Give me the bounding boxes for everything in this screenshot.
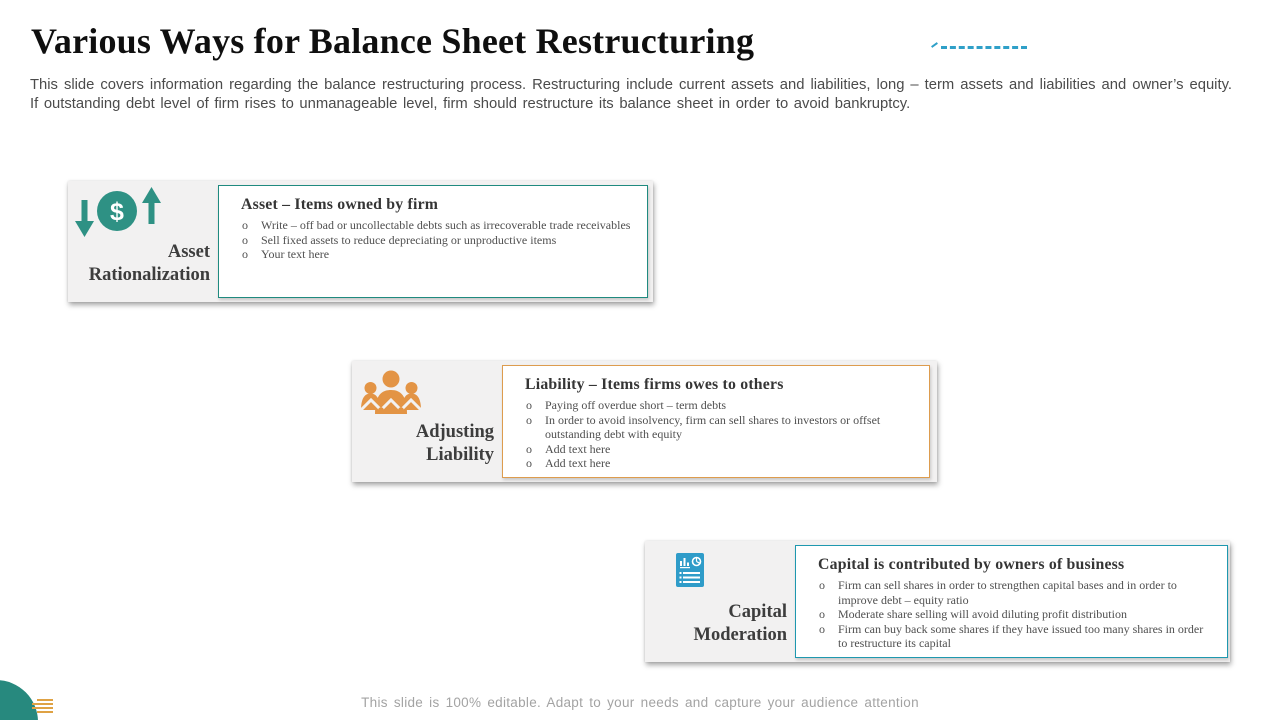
bullet-text: Add text here	[545, 441, 611, 456]
card-label-adjusting-liability	[416, 421, 494, 467]
card-label-line2: Rationalization	[88, 265, 210, 285]
bullet-text: Firm can buy back some shares if they have issued too many shares in order to restructure its capital	[838, 621, 1204, 651]
box-heading: Asset – Items owned by firm	[241, 196, 439, 213]
bullet-item	[525, 442, 915, 457]
card-adjusting-liability	[352, 361, 937, 482]
box-heading: Capital is contributed by owners of business	[818, 556, 1125, 573]
bullet-item	[241, 233, 633, 248]
card-label-line1: Capital	[728, 602, 787, 622]
card-capital-moderation	[645, 541, 1230, 662]
bullet-marker: o	[526, 441, 532, 456]
bullet-item	[818, 578, 1213, 607]
box-heading: Liability – Items firms owes to others	[525, 376, 784, 393]
decor-line	[37, 711, 53, 713]
bullet-text: Firm can sell shares in order to strengthen capital bases and in order to improve debt – equity ratio	[838, 578, 1177, 607]
bullet-list	[241, 218, 633, 262]
decor-line	[32, 707, 53, 709]
bullet-item	[241, 218, 633, 233]
bullet-text: Paying off overdue short – term debts	[545, 398, 727, 412]
money-transfer-icon	[75, 186, 161, 238]
content-box-capital	[795, 545, 1228, 658]
bullet-item	[818, 622, 1213, 651]
card-label-line1: Asset	[167, 242, 210, 262]
bullet-item	[525, 456, 915, 471]
team-icon	[360, 368, 422, 422]
bullet-marker: o	[819, 607, 825, 622]
bullet-text: Your text here	[261, 247, 330, 262]
bullet-text: Sell fixed assets to reduce depreciating or unproductive items	[261, 232, 557, 247]
bullet-marker: o	[242, 232, 248, 247]
bullet-list	[525, 398, 915, 471]
bullet-text: Write – off bad or uncollectable debts such as irrecoverable trade receivables	[261, 218, 631, 232]
title-dash-decoration	[941, 46, 1027, 49]
decor-line	[32, 703, 53, 705]
bullet-marker: o	[526, 412, 532, 427]
bullet-marker: o	[819, 621, 825, 636]
corner-lines-decoration	[32, 699, 53, 713]
card-asset-rationalization	[68, 181, 653, 302]
bullet-item	[818, 607, 1213, 622]
bullet-item	[241, 247, 633, 262]
decor-line	[37, 699, 53, 701]
bullet-item	[525, 398, 915, 413]
card-label-line2: Moderation	[693, 625, 787, 645]
card-label-capital-moderation	[693, 601, 787, 647]
card-label-line2: Liability	[426, 445, 494, 465]
page-title: Various Ways for Balance Sheet Restructuring	[31, 21, 755, 61]
bullet-list	[818, 578, 1213, 651]
slide-description: This slide covers information regarding the balance restructuring process. Restructuring include current assets and liabilities, long – term assets and liabilities and owner’s equity. If outstanding debt level of firm rises to unmanageable level, firm should restructure its balance sheet in order to avoid bankruptcy.	[30, 77, 1232, 112]
editable-note: This slide is 100% editable. Adapt to your needs and capture your audience attention	[361, 695, 919, 710]
bullet-marker: o	[242, 218, 248, 232]
bullet-text: Moderate share selling will avoid diluting profit distribution	[838, 607, 1127, 622]
bullet-marker: o	[526, 398, 532, 412]
title-dash-tick	[931, 42, 938, 48]
bullet-marker: o	[819, 578, 825, 592]
bullet-item	[525, 413, 915, 442]
bullet-text: Add text here	[545, 456, 611, 471]
svg-text:$: $	[110, 198, 124, 226]
bullet-marker: o	[526, 456, 532, 471]
content-box-liability	[502, 365, 930, 478]
bullet-text: In order to avoid insolvency, firm can sell shares to investors or offset outstanding debt with equity	[545, 412, 881, 442]
bullet-marker: o	[242, 247, 248, 262]
report-icon	[676, 553, 704, 587]
card-label-line1: Adjusting	[415, 422, 494, 442]
content-box-asset	[218, 185, 648, 298]
card-label-asset-rationalization	[89, 241, 210, 287]
